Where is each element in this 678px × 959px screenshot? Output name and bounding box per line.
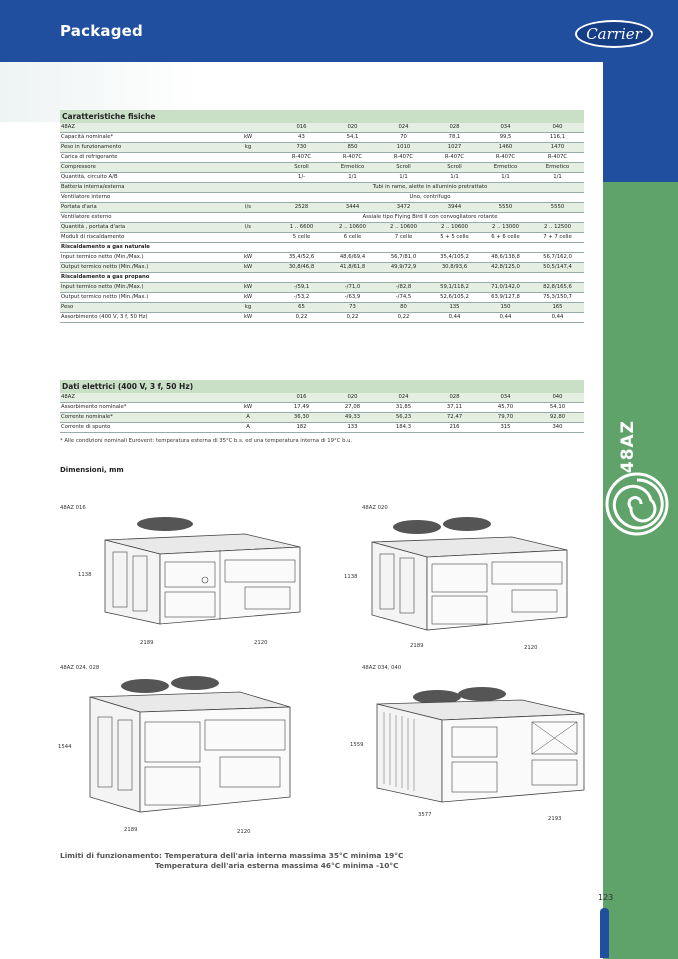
table-cell: 37,11 [429, 403, 480, 413]
table-cell: kW [220, 263, 276, 273]
table-cell: kW [220, 133, 276, 143]
table-cell [220, 393, 276, 403]
table-cell: -/63,9 [327, 293, 378, 303]
table-subheader-label: Riscaldamento a gas propano [60, 273, 584, 283]
table-cell: Scroll [276, 163, 327, 173]
table-cell: Ermetico [531, 163, 584, 173]
table-cell: 034 [480, 123, 531, 133]
table-cell: Quantità , portata d'aria [60, 223, 220, 233]
page-number: 123 [598, 893, 614, 902]
table-cell: -/53,2 [276, 293, 327, 303]
table-cell-empty [220, 193, 276, 203]
table-header-row [60, 123, 584, 133]
table-cell: 034 [480, 393, 531, 403]
table-cell: 133 [327, 423, 378, 433]
unit-024-028-depth: 2120 [237, 829, 251, 835]
table-row [60, 423, 584, 433]
unit-016-length: 2189 [140, 640, 154, 646]
table-cell: Assorbimento (400 V, 3 f, 50 Hz) [60, 313, 220, 323]
table-cell: 6 + 6 celle [480, 233, 531, 243]
table-cell: 016 [276, 123, 327, 133]
table-cell: Input termico netto (Min./Max.) [60, 283, 220, 293]
table-cell: -/74,5 [378, 293, 429, 303]
table-cell: 42,8/125,0 [480, 263, 531, 273]
table-cell: kW [220, 293, 276, 303]
table-cell: 1/1 [429, 173, 480, 183]
table-cell: 116,1 [531, 133, 584, 143]
table-cell-empty [220, 183, 276, 193]
table-cell: 028 [429, 123, 480, 133]
unit-020-depth: 2120 [524, 645, 538, 651]
table-cell: 43 [276, 133, 327, 143]
table-cell: 56,23 [378, 413, 429, 423]
table-cell: 020 [327, 393, 378, 403]
unit-label-016: 48AZ 016 [60, 505, 86, 511]
table-row [60, 303, 584, 313]
table-cell: 730 [276, 143, 327, 153]
table-cell: 3444 [327, 203, 378, 213]
table-cell: Tubi in rame, alette in alluminio pretrattato [276, 183, 584, 193]
table-cell: 27,08 [327, 403, 378, 413]
table-cell: Peso [60, 303, 220, 313]
table-cell: A [220, 423, 276, 433]
table-cell [220, 153, 276, 163]
table-cell: 3944 [429, 203, 480, 213]
table-cell: 70 [378, 133, 429, 143]
side-strip-blue [603, 62, 678, 182]
table-cell: 0,22 [276, 313, 327, 323]
table-cell: Ventilatore esterno [60, 213, 220, 223]
table-cell: 2528 [276, 203, 327, 213]
table-cell: 5 celle [276, 233, 327, 243]
table-cell: 54,10 [531, 403, 584, 413]
table-cell: 182 [276, 423, 327, 433]
table-subheader-label: Riscaldamento a gas naturale [60, 243, 584, 253]
table-cell: 99,5 [480, 133, 531, 143]
table-cell: 56,7/162,0 [531, 253, 584, 263]
table-cell: 56,7/81,0 [378, 253, 429, 263]
table-cell: 2 .. 13000 [480, 223, 531, 233]
table-cell: 50,5/147,4 [531, 263, 584, 273]
table-cell: Carica di refrigerante [60, 153, 220, 163]
table-cell: 1470 [531, 143, 584, 153]
table-row [60, 233, 584, 243]
table-cell: 31,85 [378, 403, 429, 413]
unit-034-040-depth: 2193 [548, 816, 562, 822]
table-cell: Ermetico [480, 163, 531, 173]
table-cell: R-407C [531, 153, 584, 163]
table-cell: Compressore [60, 163, 220, 173]
table-cell: 41,8/61,8 [327, 263, 378, 273]
dimensions-title: Dimensioni, mm [60, 466, 124, 474]
table-cell [220, 233, 276, 243]
table-cell: kW [220, 283, 276, 293]
table-cell: 2 .. 10600 [429, 223, 480, 233]
table-cell: R-407C [480, 153, 531, 163]
table-cell: 52,6/105,2 [429, 293, 480, 303]
unit-drawing-016 [95, 512, 310, 652]
table-cell: 184,3 [378, 423, 429, 433]
unit-drawing-024-028 [80, 672, 300, 832]
carrier-logo: Carrier [575, 20, 653, 48]
table-cell: kg [220, 143, 276, 153]
table-cell: 1 .. 6600 [276, 223, 327, 233]
unit-034-040-height: 1559 [350, 742, 364, 748]
electrical-table-title: Dati elettrici (400 V, 3 f, 50 Hz) [60, 380, 584, 393]
table-cell: 1027 [429, 143, 480, 153]
table-cell [220, 123, 276, 133]
table-cell: 2 .. 10600 [378, 223, 429, 233]
table-cell [220, 173, 276, 183]
page-title: Packaged [60, 22, 143, 40]
table-cell: 3472 [378, 203, 429, 213]
table-cell: 5550 [531, 203, 584, 213]
physical-table [60, 123, 584, 323]
table-cell: 150 [480, 303, 531, 313]
table-row [60, 413, 584, 423]
limits-line2: Temperatura dell'aria esterna massima 46°C minima -10°C [155, 861, 399, 870]
table-cell: 17,49 [276, 403, 327, 413]
table-cell: 6 celle [327, 233, 378, 243]
limits-line1: Temperatura dell'aria interna massima 35°C minima 19°C [164, 851, 404, 860]
unit-drawing-034-040 [372, 672, 592, 822]
table-row [60, 253, 584, 263]
table-cell: 2 .. 10600 [327, 223, 378, 233]
table-cell: 0,22 [327, 313, 378, 323]
table-cell: Corrente di spunto [60, 423, 220, 433]
table-row [60, 193, 584, 203]
table-cell: Batteria interna/esterna [60, 183, 220, 193]
table-cell: 1/1 [327, 173, 378, 183]
table-cell: 49,33 [327, 413, 378, 423]
table-cell: 0,44 [429, 313, 480, 323]
table-row [60, 213, 584, 223]
table-cell: kW [220, 253, 276, 263]
table-cell: 92,80 [531, 413, 584, 423]
table-header-row [60, 393, 584, 403]
page-tab [600, 908, 609, 958]
table-cell: 45,70 [480, 403, 531, 413]
table-cell: 36,30 [276, 413, 327, 423]
table-cell: 135 [429, 303, 480, 313]
table-cell [220, 163, 276, 173]
table-cell: 0,44 [531, 313, 584, 323]
operating-limits [60, 851, 403, 871]
table-cell: 5550 [480, 203, 531, 213]
table-cell: 2 .. 12500 [531, 223, 584, 233]
table-cell: Quantità, circuito A/B [60, 173, 220, 183]
electrical-table [60, 393, 584, 433]
table-cell: 48,6/69,4 [327, 253, 378, 263]
unit-034-040-length: 3577 [418, 812, 432, 818]
table-cell: kg [220, 303, 276, 313]
table-cell: 1/- [276, 173, 327, 183]
table-cell: 1/1 [378, 173, 429, 183]
table-cell: 0,44 [480, 313, 531, 323]
table-row [60, 313, 584, 323]
table-cell: 165 [531, 303, 584, 313]
table-cell: 48AZ [60, 123, 220, 133]
table-cell: 72,47 [429, 413, 480, 423]
table-cell: 30,8/46,8 [276, 263, 327, 273]
table-cell: 71,0/142,0 [480, 283, 531, 293]
table-cell: -/82,8 [378, 283, 429, 293]
unit-020-length: 2189 [410, 643, 424, 649]
unit-016-height: 1138 [78, 572, 92, 578]
unit-024-028-length: 2189 [124, 827, 138, 833]
table-cell: 49,9/72,9 [378, 263, 429, 273]
table-cell: 020 [327, 123, 378, 133]
table-cell: Scroll [378, 163, 429, 173]
table-subheader [60, 273, 584, 283]
table-row [60, 293, 584, 303]
table-cell: 040 [531, 123, 584, 133]
table-cell: Ventilatore interno [60, 193, 220, 203]
table-cell: Scroll [429, 163, 480, 173]
table-cell: 30,8/93,6 [429, 263, 480, 273]
table-row [60, 263, 584, 273]
table-cell: R-407C [276, 153, 327, 163]
unit-drawing-020 [362, 512, 577, 652]
swirl-icon [603, 470, 671, 538]
table-cell: 340 [531, 423, 584, 433]
table-row [60, 133, 584, 143]
table-cell: Input termico netto (Min./Max.) [60, 253, 220, 263]
table-cell: 1/1 [480, 173, 531, 183]
table-cell: 75,3/150,7 [531, 293, 584, 303]
table-cell: 024 [378, 393, 429, 403]
table-cell: 35,4/105,2 [429, 253, 480, 263]
table-cell: 78,1 [429, 133, 480, 143]
table-row [60, 223, 584, 233]
footnote: * Alle condizioni nominali Eurovent: temperatura esterna di 35°C b.s. ed una temperatura interna di 19°C b.u. [60, 438, 353, 444]
table-cell: 0,22 [378, 313, 429, 323]
table-cell: kW [220, 313, 276, 323]
table-cell: R-407C [378, 153, 429, 163]
table-cell: 7 + 7 celle [531, 233, 584, 243]
table-cell: 48AZ [60, 393, 220, 403]
table-cell: 54,1 [327, 133, 378, 143]
table-cell: 82,8/165,6 [531, 283, 584, 293]
table-cell: 63,9/127,8 [480, 293, 531, 303]
table-cell: 80 [378, 303, 429, 313]
unit-label-034-040: 48AZ 034, 040 [362, 665, 402, 671]
table-cell: Ermetico [327, 163, 378, 173]
unit-label-020: 48AZ 020 [362, 505, 388, 511]
table-cell: Moduli di riscaldamento [60, 233, 220, 243]
table-cell: 65 [276, 303, 327, 313]
table-cell-empty [220, 213, 276, 223]
table-cell: R-407C [429, 153, 480, 163]
table-cell: A [220, 413, 276, 423]
table-cell: Assorbimento nominale* [60, 403, 220, 413]
table-cell: Corrente nominale* [60, 413, 220, 423]
table-row [60, 283, 584, 293]
table-row [60, 153, 584, 163]
table-cell: l/s [220, 223, 276, 233]
table-row [60, 143, 584, 153]
table-cell: 7 celle [378, 233, 429, 243]
table-cell: 1010 [378, 143, 429, 153]
table-cell: 016 [276, 393, 327, 403]
physical-table-title: Caratteristiche fisiche [60, 110, 584, 123]
unit-label-024-028: 48AZ 024, 028 [60, 665, 100, 671]
side-model-code: 48AZ [618, 420, 638, 474]
table-cell: 040 [531, 393, 584, 403]
unit-020-height: 1138 [344, 574, 358, 580]
table-cell: Capacità nominale* [60, 133, 220, 143]
table-cell: 48,6/138,8 [480, 253, 531, 263]
table-cell: 79,70 [480, 413, 531, 423]
unit-024-028-height: 1544 [58, 744, 72, 750]
table-cell: 59,1/118,2 [429, 283, 480, 293]
table-subheader [60, 243, 584, 253]
table-cell: 1/1 [531, 173, 584, 183]
table-cell: 028 [429, 393, 480, 403]
limits-label: Limiti di funzionamento: [60, 851, 162, 860]
table-cell: 73 [327, 303, 378, 313]
table-row [60, 173, 584, 183]
table-row [60, 203, 584, 213]
table-cell: Output termico netto (Min./Max.) [60, 263, 220, 273]
table-cell: l/s [220, 203, 276, 213]
table-row [60, 403, 584, 413]
table-cell: 5 + 5 celle [429, 233, 480, 243]
table-cell: 315 [480, 423, 531, 433]
table-cell: 850 [327, 143, 378, 153]
table-cell: Assiale tipo Flying Bird II con convogliatore rotante [276, 213, 584, 223]
table-cell: -/59,1 [276, 283, 327, 293]
table-cell: -/71,0 [327, 283, 378, 293]
header-band [0, 0, 678, 62]
table-row [60, 183, 584, 193]
table-row [60, 163, 584, 173]
table-cell: Portata d'aria [60, 203, 220, 213]
table-cell: 216 [429, 423, 480, 433]
table-cell: 024 [378, 123, 429, 133]
table-cell: 1460 [480, 143, 531, 153]
table-cell: 35,4/52,6 [276, 253, 327, 263]
unit-016-depth: 2120 [254, 640, 268, 646]
table-cell: kW [220, 403, 276, 413]
table-cell: R-407C [327, 153, 378, 163]
table-cell: Uno, centrifugo [276, 193, 584, 203]
table-cell: Peso in funzionamento [60, 143, 220, 153]
table-cell: Output termico netto (Min./Max.) [60, 293, 220, 303]
